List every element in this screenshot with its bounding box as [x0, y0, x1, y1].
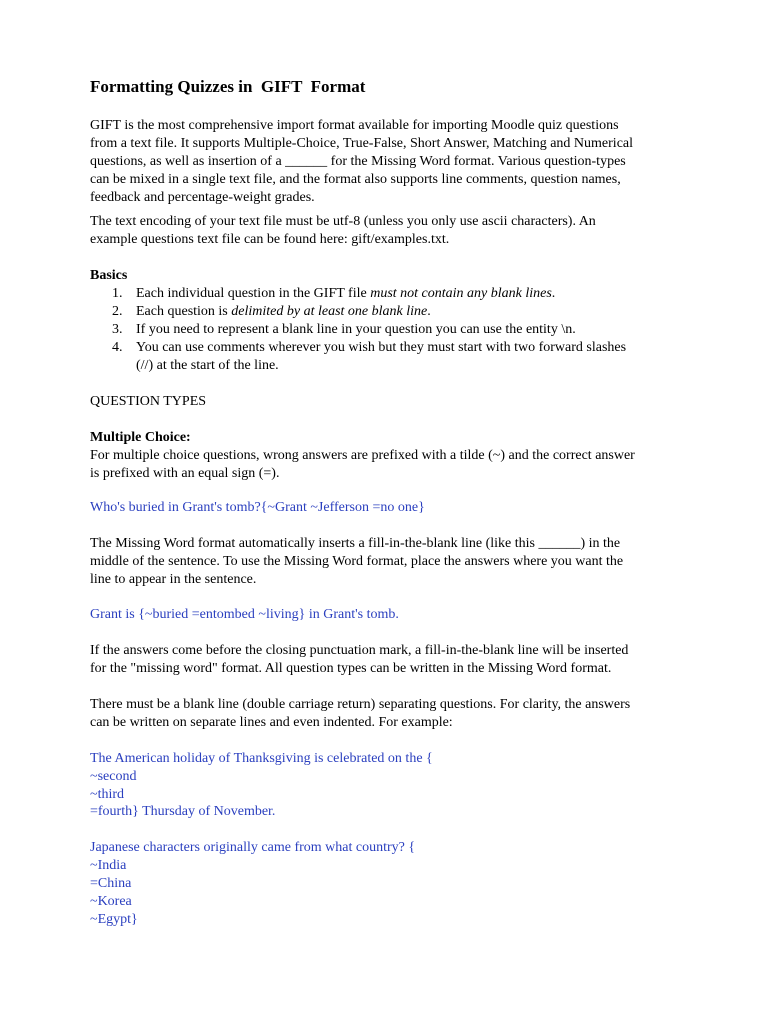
- document-title: Formatting Quizzes in GIFT Format: [90, 77, 366, 96]
- list-item: Each individual question in the GIFT file must not contain any blank lines.: [136, 286, 556, 301]
- list-number: 3.: [112, 322, 123, 337]
- example-code: The American holiday of Thanksgiving is celebrated on the {: [90, 751, 433, 766]
- missing-word-line: line to appear in the sentence.: [90, 572, 257, 587]
- intro-line: questions, as well as insertion of a ______ for the Missing Word format. Various question-types: [90, 154, 626, 169]
- list-number: 1.: [112, 286, 123, 301]
- example-code: ~India: [90, 858, 127, 873]
- list-item: If you need to represent a blank line in your question you can use the entity \n.: [136, 322, 576, 337]
- multiple-choice-line: is prefixed with an equal sign (=).: [90, 466, 280, 481]
- example-code: ~Egypt}: [90, 912, 138, 927]
- example-code: ~second: [90, 769, 137, 784]
- list-item-continuation: (//) at the start of the line.: [136, 358, 279, 373]
- missing-word-line: middle of the sentence. To use the Missing Word format, place the answers where you want the: [90, 554, 624, 569]
- example-code: =China: [90, 876, 132, 891]
- example-code: ~Korea: [90, 894, 132, 909]
- intro-line: from a text file. It supports Multiple-Choice, True-False, Short Answer, Matching and Numerical: [90, 136, 634, 151]
- example-code: Who's buried in Grant's tomb?{~Grant ~Jefferson =no one}: [90, 500, 425, 515]
- intro-line: can be mixed in a single text file, and the format also supports line comments, question names,: [90, 172, 621, 187]
- example-code: Japanese characters originally came from what country? {: [90, 840, 416, 855]
- multiple-choice-heading: Multiple Choice:: [90, 430, 191, 445]
- encoding-line: example questions text file can be found here: gift/examples.txt.: [90, 232, 450, 247]
- example-code: =fourth} Thursday of November.: [90, 804, 276, 819]
- list-number: 4.: [112, 340, 123, 355]
- basics-heading: Basics: [90, 268, 128, 283]
- list-number: 2.: [112, 304, 123, 319]
- example-code: Grant is {~buried =entombed ~living} in Grant's tomb.: [90, 607, 399, 622]
- example-code: ~third: [90, 787, 125, 802]
- paragraph-line: There must be a blank line (double carriage return) separating questions. For clarity, the answers: [90, 697, 631, 712]
- paragraph-line: If the answers come before the closing punctuation mark, a fill-in-the-blank line will be inserted: [90, 643, 629, 658]
- intro-line: GIFT is the most comprehensive import format available for importing Moodle quiz questions: [90, 118, 619, 133]
- encoding-line: The text encoding of your text file must be utf-8 (unless you only use ascii characters). An: [90, 214, 596, 229]
- missing-word-line: The Missing Word format automatically inserts a fill-in-the-blank line (like this ______) in the: [90, 536, 621, 551]
- paragraph-line: can be written on separate lines and even indented. For example:: [90, 715, 453, 730]
- section-heading: QUESTION TYPES: [90, 394, 207, 409]
- multiple-choice-line: For multiple choice questions, wrong answers are prefixed with a tilde (~) and the correct answer: [90, 448, 635, 463]
- intro-line: feedback and percentage-weight grades.: [90, 190, 315, 205]
- list-item: Each question is delimited by at least one blank line.: [136, 304, 431, 319]
- list-item: You can use comments wherever you wish but they must start with two forward slashes: [136, 340, 627, 355]
- paragraph-line: for the "missing word" format. All question types can be written in the Missing Word format.: [90, 661, 612, 676]
